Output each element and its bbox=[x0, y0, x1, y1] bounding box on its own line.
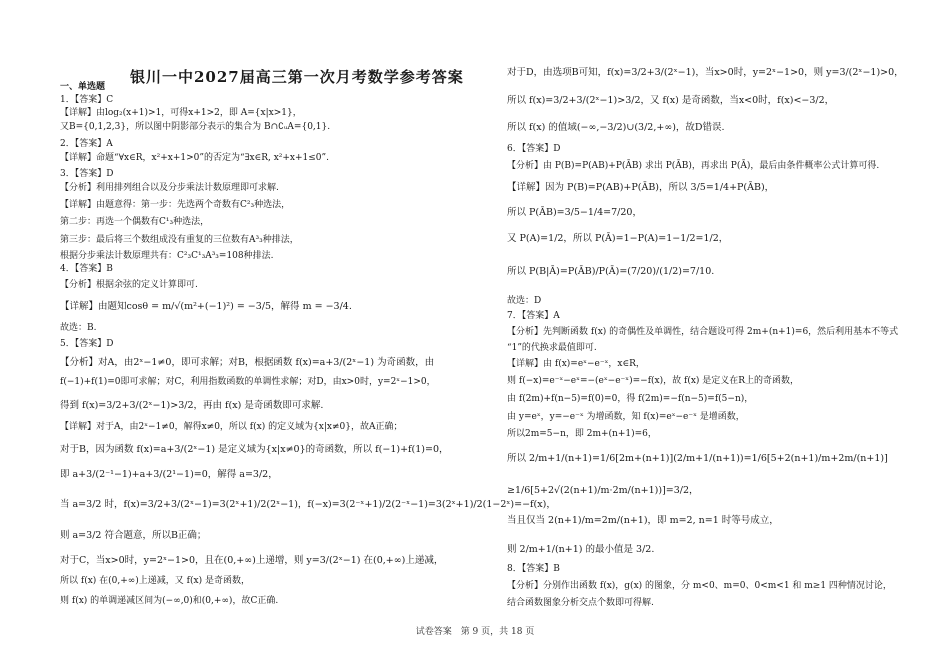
text-line: 所以2m=5−n，即 2m+(n+1)=6， bbox=[507, 429, 657, 439]
text-line: 当 a=3/2 时，f(x)=3/2+3/(2ˣ−1)=3(2ˣ+1)/2(2ˣ−1)，f(−x)=3(2⁻ˣ+1)/2(2⁻ˣ−1)=3(2ˣ+1)/2(1−2ˣ)=−f(x)， bbox=[60, 499, 556, 510]
text-line: 【分析】对A，由2ˣ−1≠0，即可求解；对B，根据函数 f(x)=a+3/(2ˣ−1) 为奇函数，由 bbox=[60, 357, 435, 368]
text-line: 根据分步乘法计数原理共有：C²₃C¹₃A³₃=108种排法. bbox=[60, 251, 274, 261]
text-line: 则 a=3/2 符合题意，所以B正确； bbox=[60, 530, 207, 541]
text-line: 5．【答案】D bbox=[60, 339, 114, 349]
text-line: 对于B，因为函数 f(x)=a+3/(2ˣ−1) 是定义域为{x|x≠0}的奇函数，所以 f(−1)+f(1)=0， bbox=[60, 444, 449, 455]
text-line: 则 2/m+1/(n+1) 的最小值是 3/2. bbox=[507, 544, 655, 555]
text-line: 对于D，由选项B可知，f(x)=3/2+3/(2ˣ−1)，当x>0时，y=2ˣ−1>0，则 y=3/(2ˣ−1)>0， bbox=[507, 67, 904, 78]
text-line: 【详解】命题“∀x∈R，x²+x+1>0”的否定为“∃x∈R, x²+x+1≤0”. bbox=[60, 153, 329, 163]
text-line: 第二步：再选一个偶数有C¹₃种选法， bbox=[60, 217, 210, 227]
text-line: 【详解】因为 P(B)=P(AB)+P(ĀB)，所以 3/5=1/4+P(ĀB)， bbox=[507, 182, 775, 193]
text-line: f(−1)+f(1)=0即可求解；对C，利用指数函数的单调性求解；对D，由x>0时，y=2ˣ−1>0， bbox=[60, 377, 436, 387]
text-line: 1．【答案】C bbox=[60, 95, 114, 105]
text-line: 得到 f(x)=3/2+3/(2ˣ−1)>3/2，再由 f(x) 是奇函数即可求解. bbox=[60, 400, 324, 411]
text-line: 故选：D bbox=[507, 296, 542, 306]
text-line: 【分析】分别作出函数 f(x)，g(x) 的图象，分 m<0、m=0、0<m<1 和 m≥1 四种情况讨论， bbox=[507, 581, 892, 591]
text-line: 一、单选题 bbox=[60, 82, 106, 92]
text-line: 8．【答案】B bbox=[507, 564, 560, 574]
text-line: 所以 P(ĀB)=3/5−1/4=7/20， bbox=[507, 207, 642, 218]
text-line: 【详解】由 f(x)=eˣ−e⁻ˣ，x∈R， bbox=[507, 359, 645, 369]
text-line: 6．【答案】D bbox=[507, 144, 561, 154]
text-line: 3．【答案】D bbox=[60, 169, 114, 179]
text-line: 由 f(2m)+f(n−5)=f(0)=0，得 f(2m)=−f(n−5)=f(5−n)， bbox=[507, 394, 754, 404]
page-footer: 试卷答案 第 9 页，共 18 页 bbox=[415, 627, 535, 637]
text-line: 【详解】由题意得：第一步：先选两个奇数有C²₃种选法， bbox=[60, 200, 291, 210]
text-line: 【分析】由 P(B)=P(AB)+P(ĀB) 求出 P(ĀB)，再求出 P(Ā)，最后由条件概率公式计算可得. bbox=[507, 161, 880, 171]
text-line: 【详解】对于A，由2ˣ−1≠0，解得x≠0，所以 f(x) 的定义域为{x|x≠0}，故A正确； bbox=[60, 422, 403, 432]
text-line: 【分析】先判断函数 f(x) 的奇偶性及单调性，结合题设可得 2m+(n+1)=6，然后利用基本不等式 bbox=[507, 327, 899, 337]
text-line: 则 f(−x)=e⁻ˣ−eˣ=−(eˣ−e⁻ˣ)=−f(x)，故 f(x) 是定义在R上的奇函数， bbox=[507, 376, 800, 386]
text-line: 【详解】由题知cosθ = m/√(m²+(−1)²) = −3/5，解得 m = −3/4. bbox=[60, 301, 352, 312]
text-line: 则 f(x) 的单调递减区间为(−∞,0)和(0,+∞)，故C正确. bbox=[60, 596, 279, 606]
text-line: 所以 f(x) 在(0,+∞)上递减，又 f(x) 是奇函数， bbox=[60, 576, 250, 586]
text-line: 【分析】根据余弦的定义计算即可. bbox=[60, 280, 198, 290]
text-line: 所以 f(x)=3/2+3/(2ˣ−1)>3/2，又 f(x) 是奇函数，当x<0时，f(x)<−3/2， bbox=[507, 95, 835, 106]
text-line: “1”的代换求最值即可. bbox=[507, 343, 597, 353]
text-line: ≥1/6[5+2√(2(n+1)/m·2m/(n+1))]=3/2， bbox=[507, 485, 699, 496]
text-line: 对于C，当x>0时，y=2ˣ−1>0，且在(0,+∞)上递增，则 y=3/(2ˣ−1) 在(0,+∞)上递减， bbox=[60, 555, 444, 566]
text-line: 【分析】利用排列组合以及分步乘法计数原理即可求解. bbox=[60, 183, 279, 193]
text-line: 结合函数图象分析交点个数即可得解. bbox=[507, 598, 654, 608]
text-line: 当且仅当 2(n+1)/m=2m/(n+1)，即 m=2, n=1 时等号成立， bbox=[507, 515, 779, 526]
text-line: 2．【答案】A bbox=[60, 139, 113, 149]
text-line: 又B={0,1,2,3}，所以图中阴影部分表示的集合为 B∩∁ᵤA={0,1}. bbox=[60, 122, 331, 132]
text-line: 第三步：最后将三个数组成没有重复的三位数有A³₃种排法， bbox=[60, 235, 299, 245]
text-line: 7．【答案】A bbox=[507, 311, 560, 321]
text-line: 所以 2/m+1/(n+1)=1/6[2m+(n+1)](2/m+1/(n+1))=1/6[5+2(n+1)/m+2m/(n+1)] bbox=[507, 453, 888, 464]
text-line: 由 y=eˣ，y=−e⁻ˣ 为增函数，知 f(x)=eˣ−e⁻ˣ 是增函数， bbox=[507, 412, 745, 422]
text-line: 即 a+3/(2⁻¹−1)+a+3/(2¹−1)=0，解得 a=3/2， bbox=[60, 469, 278, 480]
page-title: 银川一中2027届高三第一次月考数学参考答案 bbox=[130, 68, 464, 86]
text-line: 4．【答案】B bbox=[60, 264, 113, 274]
text-line: 【详解】由log₂(x+1)>1，可得x+1>2，即 A={x|x>1}， bbox=[60, 108, 302, 118]
text-line: 所以 f(x) 的值域(−∞,−3/2)∪(3/2,+∞)，故D错误. bbox=[507, 122, 725, 133]
text-line: 又 P(A)=1/2，所以 P(Ā)=1−P(A)=1−1/2=1/2， bbox=[507, 233, 729, 244]
text-line: 所以 P(B|Ā)=P(ĀB)/P(Ā)=(7/20)/(1/2)=7/10. bbox=[507, 266, 715, 277]
text-line: 故选：B. bbox=[60, 323, 97, 333]
